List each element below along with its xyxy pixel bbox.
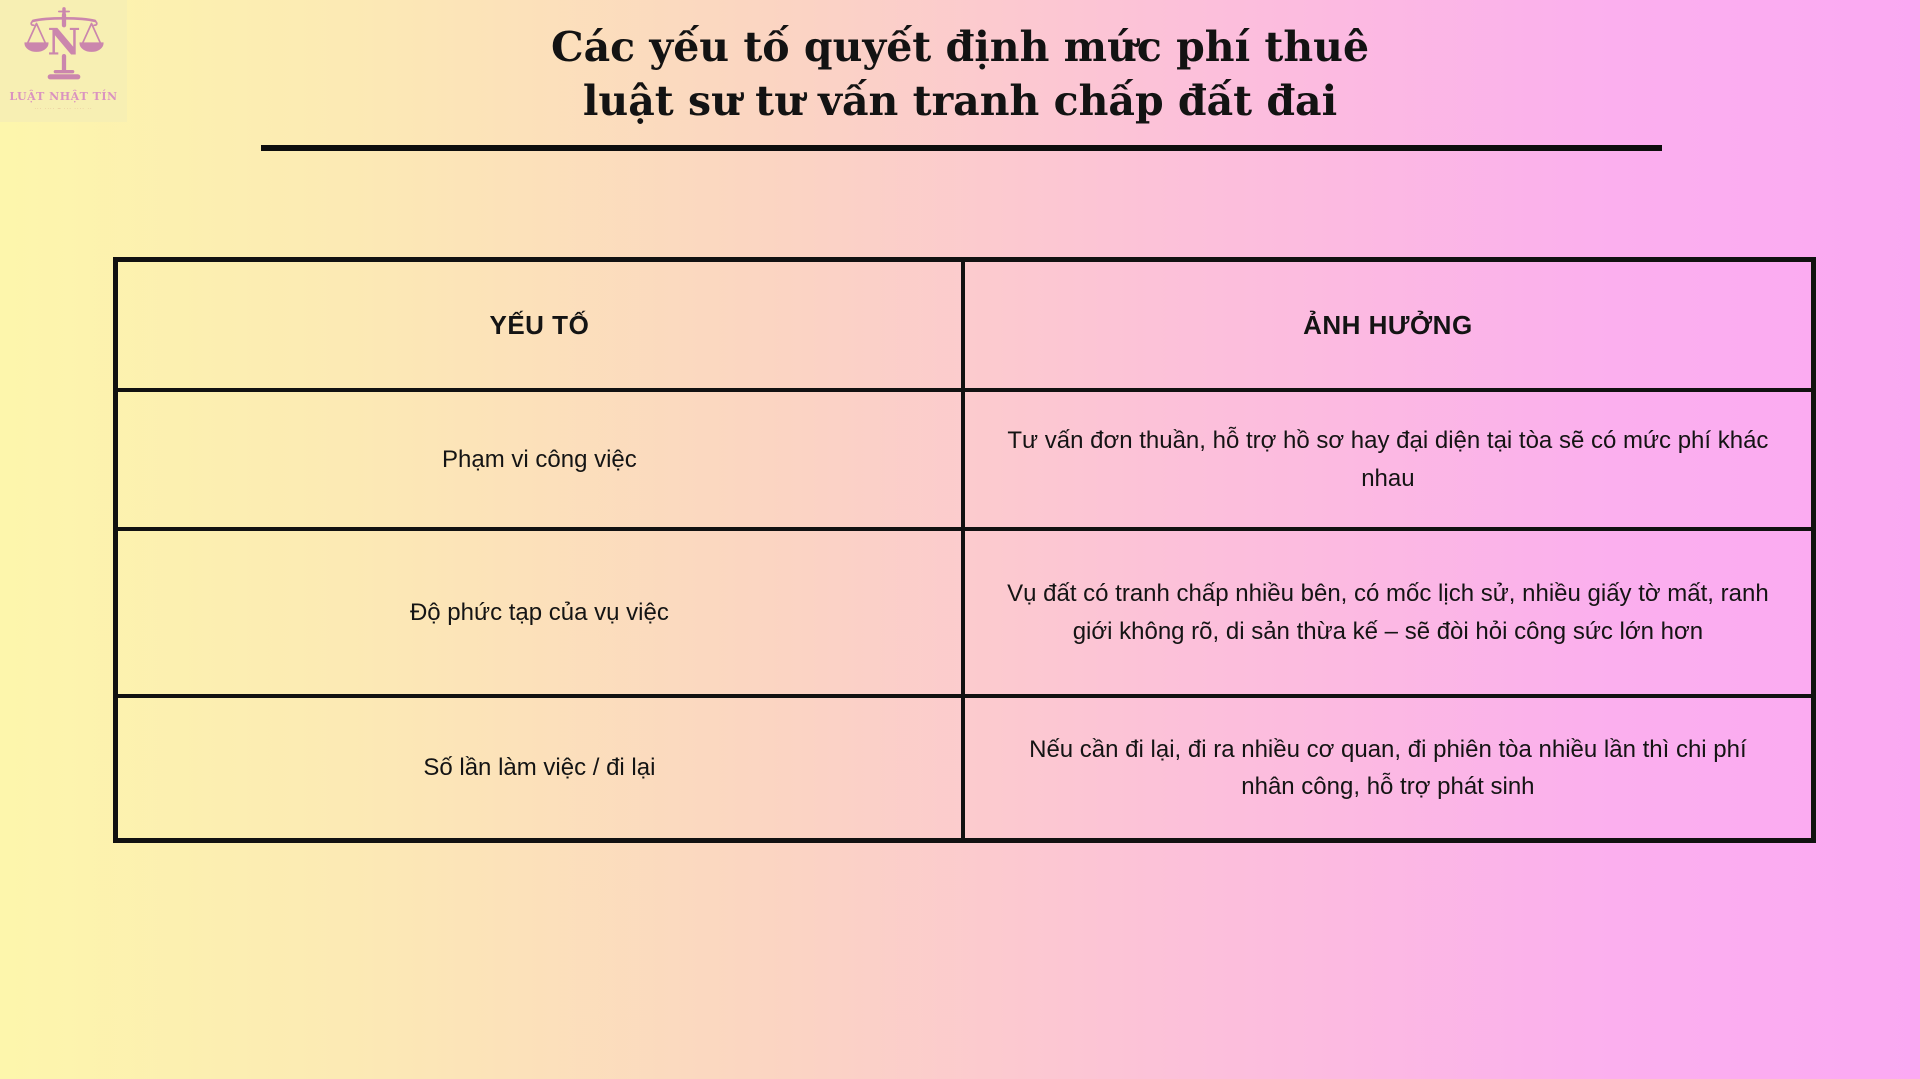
table-row-3-factor: Số lần làm việc / đi lại	[116, 696, 963, 840]
page-title-line2: luật sư tư vấn tranh chấp đất đai	[582, 77, 1338, 125]
logo-tagline: ··· ···· – ··· ···· ··	[34, 106, 93, 112]
table-row-3-impact: Nếu cần đi lại, đi ra nhiều cơ quan, đi phiên tòa nhiều lần thì chi phí nhân công, hỗ trợ phát sinh	[963, 696, 1813, 840]
page-title-line1: Các yếu tố quyết định mức phí thuê	[550, 23, 1370, 71]
title-underline	[261, 145, 1662, 151]
table-row-2-impact: Vụ đất có tranh chấp nhiều bên, có mốc lịch sử, nhiều giấy tờ mất, ranh giới không rõ, di sản thừa kế – sẽ đòi hỏi công sức lớn hơn	[963, 529, 1813, 696]
logo-monogram: N	[46, 20, 81, 64]
table-row-1-impact: Tư vấn đơn thuần, hỗ trợ hồ sơ hay đại diện tại tòa sẽ có mức phí khác nhau	[963, 390, 1813, 529]
table-header-factor: YẾU TỐ	[116, 260, 963, 390]
fee-factors-table	[113, 257, 1816, 843]
logo-name: LUẬT NHẬT TÍN	[9, 90, 118, 103]
table-row-2-factor: Độ phức tạp của vụ việc	[116, 529, 963, 696]
page-title	[0, 20, 1920, 128]
table-header-impact: ẢNH HƯỞNG	[963, 260, 1813, 390]
table-row-1-factor: Phạm vi công việc	[116, 390, 963, 529]
